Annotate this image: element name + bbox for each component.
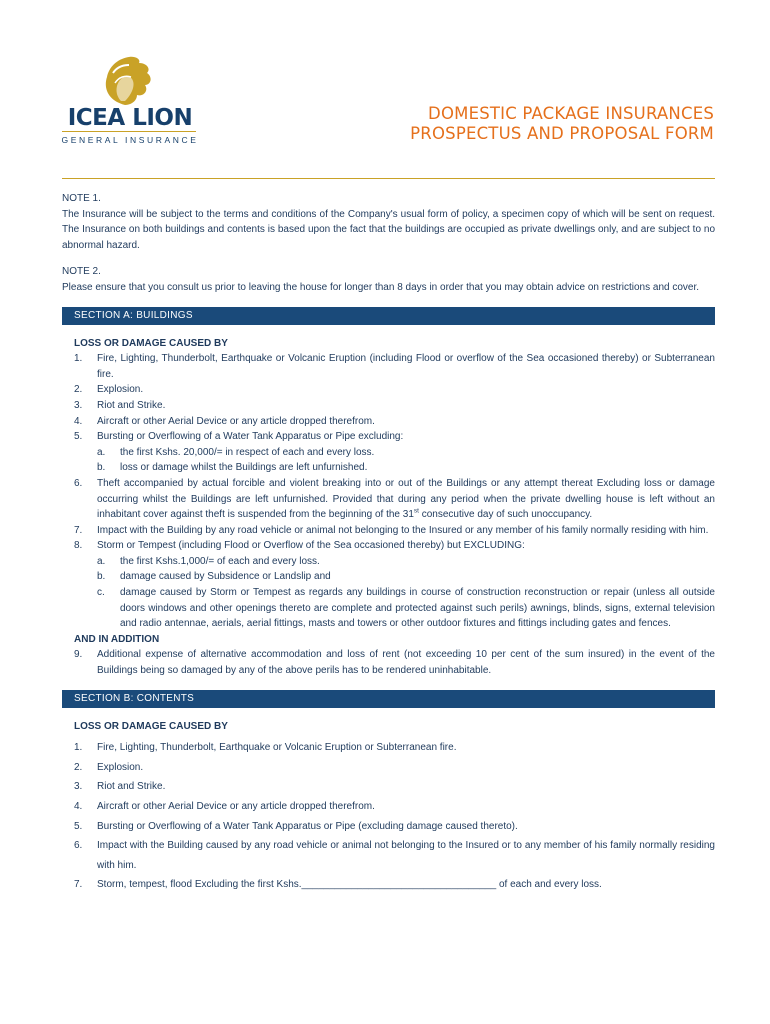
list-item: 5. Bursting or Overflowing of a Water Tank Apparatus or Pipe (excluding damage caused thereto).: [74, 820, 518, 832]
company-logo: [60, 55, 200, 145]
section-a-list: [62, 336, 715, 679]
list-item: 9. Additional expense of alternative accommodation and loss of rent (not exceeding 10 per cent of the sum insured) in the event of the Buildings being so damaged by any of the above perils has to be rendered uninhabitable.: [74, 649, 715, 677]
title-line-2: PROSPECTUS AND PROPOSAL FORM: [410, 124, 714, 143]
list-item: 4. Aircraft or other Aerial Device or any article dropped therefrom.: [74, 415, 375, 427]
section-a-addition-head: AND IN ADDITION: [74, 633, 160, 645]
document-title: [410, 104, 714, 144]
list-item: 3. Riot and Strike.: [74, 399, 166, 411]
note-1-label: NOTE 1.: [62, 193, 101, 204]
list-item: 8. Storm or Tempest (including Flood or Overflow of the Sea occasioned thereby) but EXCLUDING:: [74, 540, 525, 552]
section-a-header: SECTION A: BUILDINGS: [62, 307, 715, 325]
brand-subtitle: GENERAL INSURANCE: [61, 135, 199, 145]
list-item: 5. Bursting or Overflowing of a Water Tank Apparatus or Pipe excluding:: [74, 431, 404, 443]
list-item: 3. Riot and Strike.: [74, 781, 166, 793]
section-a-subhead: LOSS OR DAMAGE CAUSED BY: [74, 337, 228, 349]
list-subitem: c. damage caused by Storm or Tempest as regards any buildings in course of construction reconstruction or repair (unless all outside doors windows and other openings thereto are complete and protected against such perils) awnings, blinds, signs, external television and radio antennae, aerials, aerial fittings, masts and towers or other outdoor fixtures and fittings including gates and fences.: [97, 587, 715, 630]
list-subitem: b. damage caused by Subsidence or Landslip and: [97, 571, 331, 583]
list-item: 6. Impact with the Building caused by any road vehicle or animal not belonging to the Insured or to any member of his family normally residing with him.: [74, 840, 715, 871]
list-subitem: a. the first Kshs.1,000/= of each and every loss.: [97, 555, 320, 567]
document-body: [62, 191, 715, 895]
note-2-text: Please ensure that you consult us prior to leaving the house for longer than 8 days in order that you may obtain advice on restrictions and cover.: [62, 281, 700, 293]
lion-head-icon: [95, 55, 155, 107]
list-item: 1. Fire, Lighting, Thunderbolt, Earthquake or Volcanic Eruption (including Flood or overflow of the Sea occasioned thereby) or Subterranean fire.: [74, 353, 715, 380]
section-b-list: [62, 719, 715, 895]
list-subitem: b. loss or damage whilst the Buildings are left unfurnished.: [97, 462, 368, 474]
section-b-header: SECTION B: CONTENTS: [62, 690, 715, 708]
list-item: 2. Explosion.: [74, 761, 144, 773]
list-item: 4. Aircraft or other Aerial Device or any article dropped therefrom.: [74, 801, 375, 812]
section-b-subhead: LOSS OR DAMAGE CAUSED BY: [74, 720, 228, 732]
list-item: 7. Storm, tempest, flood Excluding the first Kshs.___________________________________ of each and every loss.: [74, 879, 602, 891]
list-item: 7. Impact with the Building by any road vehicle or animal not belonging to the Insured or any member of his family normally residing with him.: [74, 524, 709, 536]
list-item: 2. Explosion.: [74, 384, 144, 396]
note-1-text: The Insurance will be subject to the terms and conditions of the Company's usual form of policy, a specimen copy of which will be sent on request. The Insurance on both buildings and contents is based upon the fact that the buildings are occupied as private dwellings only, and are subject to no abnormal hazard.: [62, 208, 715, 251]
header-rule: [62, 178, 715, 179]
list-item: 6. Theft accompanied by actual forcible and violent breaking into or out of the Buildings or any attempt thereat Excluding loss or damage occurring whilst the Buildings are left unfurnished. Provided that during any period when the private dwelling house is left without an inhabitant cover against theft is suspended from the beginning of the 31st consecutive day of such unoccupancy.: [74, 477, 715, 521]
list-item: 1. Fire, Lighting, Thunderbolt, Earthquake or Volcanic Eruption or Subterranean fire.: [74, 742, 457, 754]
title-line-1: DOMESTIC PACKAGE INSURANCES: [428, 104, 714, 123]
note-2-label: NOTE 2.: [62, 266, 101, 278]
brand-name: ICEA LION: [67, 105, 193, 131]
brand-divider: [62, 131, 196, 132]
list-subitem: a. the first Kshs. 20,000/= in respect of each and every loss.: [97, 446, 375, 458]
